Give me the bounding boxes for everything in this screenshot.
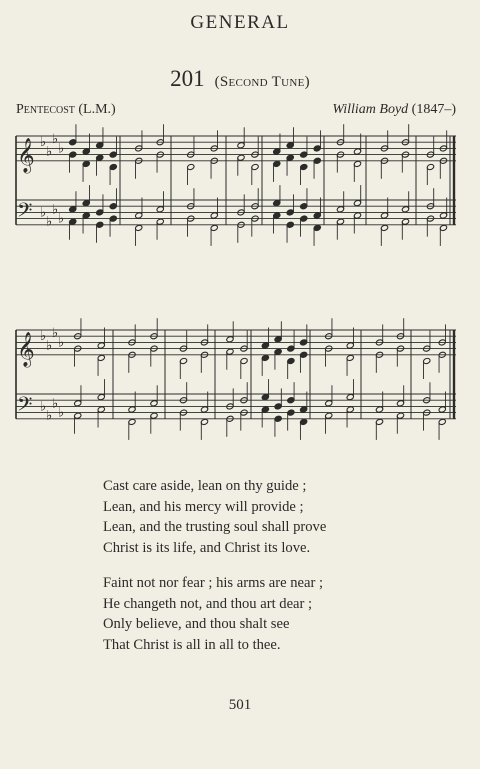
treble-clef-icon: 𝄞 — [17, 331, 35, 367]
tune-name: Pentecost (L.M.) — [16, 102, 116, 117]
composer-credit — [332, 102, 456, 118]
bass-clef-icon: 𝄢 — [17, 392, 33, 421]
verse-line: Christ is its life, and Christ its love. — [103, 539, 311, 556]
verse-line: Cast care aside, lean on thy guide ; — [103, 478, 307, 494]
flat-icon: ♭ — [52, 326, 59, 342]
flat-icon: ♭ — [52, 202, 59, 218]
stanza-2 — [103, 573, 443, 655]
verse-line: Lean, and the trusting soul shall prove — [103, 519, 327, 535]
music-staff-system-1-svg — [0, 118, 480, 258]
flat-icon: ♭ — [46, 144, 53, 160]
composer-dates: (1847–) — [411, 102, 456, 117]
flat-icon: ♭ — [40, 399, 47, 415]
flat-icon: ♭ — [40, 205, 47, 221]
flat-icon: ♭ — [58, 335, 65, 351]
hymn-title — [0, 66, 480, 92]
music-system-1 — [0, 118, 480, 258]
flat-icon: ♭ — [46, 338, 53, 354]
verse-line: Lean, and his mercy will provide ; — [103, 498, 304, 515]
flat-icon: ♭ — [40, 329, 47, 345]
hymn-tune-note: (Second Tune) — [214, 74, 310, 90]
verse-line: Only believe, and thou shalt see — [103, 616, 290, 632]
page-number: 501 — [228, 697, 252, 713]
flat-icon: ♭ — [58, 211, 65, 227]
stanza-1 — [103, 476, 443, 558]
bass-clef-icon: 𝄢 — [17, 198, 33, 227]
verse-line: He changeth not, and thou art dear ; — [103, 595, 313, 612]
flat-icon: ♭ — [46, 408, 53, 424]
flat-icon: ♭ — [52, 396, 59, 412]
flat-icon: ♭ — [52, 132, 59, 148]
flat-icon: ♭ — [58, 141, 65, 157]
flat-icon: ♭ — [58, 405, 65, 421]
verse-line: Faint not nor fear ; his arms are near ; — [103, 575, 324, 591]
music-system-2 — [0, 312, 480, 452]
verse-line: That Christ is all in all to thee. — [103, 636, 281, 653]
flat-icon: ♭ — [40, 135, 47, 151]
treble-clef-icon: 𝄞 — [17, 137, 35, 173]
composer-name: William Boyd — [332, 102, 409, 117]
flat-icon: ♭ — [46, 214, 53, 230]
page-header: GENERAL — [190, 12, 290, 33]
hymn-text — [103, 476, 443, 670]
hymn-number: 201 — [170, 66, 205, 91]
music-staff-system-2-svg — [0, 312, 480, 452]
